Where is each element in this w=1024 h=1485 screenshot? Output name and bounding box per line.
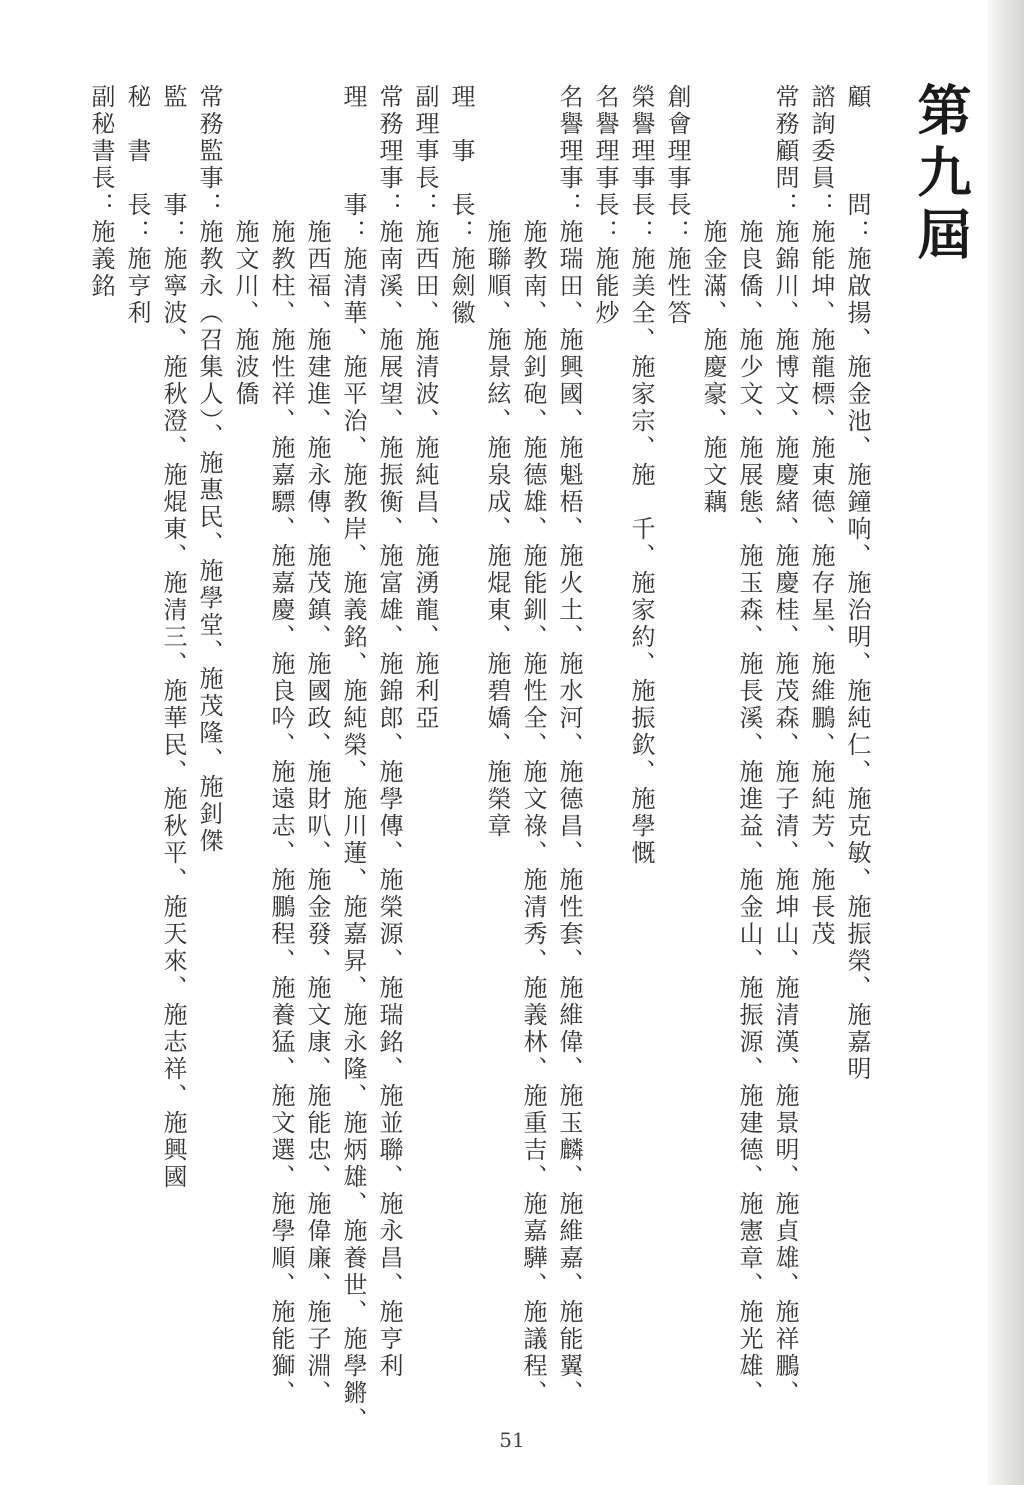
roster-column-chairman: 理 事 長：施劍徽 (447, 84, 475, 327)
roster-column-directors: 理 事：施清華、施平治、施教岸、施義銘、施純榮、施川蓮、施嘉昇、施永隆、施炳雄、施養世、施學鏘、 (339, 84, 367, 1434)
roster-column-consultants: 諮詢委員：施能坤、施龍標、施東德、施存星、施維鵬、施純芳、施長茂 (807, 84, 835, 948)
roster-column-honorary-chairs: 榮譽理事長：施美全、施家宗、施 千、施家約、施振欽、施學慨 (627, 84, 655, 867)
roster-column-executive-supervisors: 常務監事：施教永（召集人）、施惠民、施學堂、施茂隆、施釗傑 (195, 84, 223, 855)
roster-column-honorary-directors-cont-1: 施教南、施釗砲、施德雄、施能釧、施性全、施文祿、施清秀、施義林、施重吉、施嘉驊、施議程、 (519, 84, 547, 1407)
roster-column-executive-advisors-cont-2: 施金滿、施慶豪、施文藕 (699, 84, 727, 516)
roster-column-honorary-directors: 名譽理事：施瑞田、施興國、施魁梧、施火土、施水河、施德昌、施性套、施維偉、施玉麟、施維嘉、施能翼、 (555, 84, 583, 1407)
section-title: 第九屆 (909, 82, 973, 268)
page-number: 51 (499, 1428, 525, 1452)
roster-column-directors-cont-2: 施教柱、施性祥、施嘉驃、施嘉慶、施良吟、施遠志、施鵬程、施養猛、施文選、施學順、施能獅、 (267, 84, 295, 1407)
roster-column-secretary-general: 秘 書 長：施亨利 (123, 84, 151, 327)
roster-column-deputy-secretary-general: 副秘書長：施義銘 (87, 84, 115, 300)
roster-column-advisors: 顧 問：施啟揚、施金池、施鐘响、施治明、施純仁、施克敏、施振榮、施嘉明 (843, 84, 871, 1083)
roster-column-executive-advisors: 常務顧問：施錦川、施博文、施慶緒、施慶桂、施茂森、施子清、施坤山、施清漢、施景明、施貞雄、施祥鵬、 (771, 84, 799, 1407)
roster-column-directors-cont-3: 施文川、施波僑 (231, 84, 259, 408)
roster-column-supervisors: 監 事：施寧波、施秋澄、施焜東、施清三、施華民、施秋平、施天來、施志祥、施興國 (159, 84, 187, 1191)
roster-column-emeritus-chair: 名譽理事長：施能炒 (591, 84, 619, 327)
page-edge-shadow (988, 0, 1024, 1485)
roster-column-executive-advisors-cont-1: 施良僑、施少文、施展態、施玉森、施長溪、施進益、施金山、施振源、施建德、施憲章、施光雄、 (735, 84, 763, 1407)
roster-column-executive-directors: 常務理事：施南溪、施展望、施振衡、施富雄、施錦郎、施學傳、施榮源、施瑞銘、施並聯、施永昌、施亨利 (375, 84, 403, 1380)
roster-column-honorary-directors-cont-2: 施聯順、施景絃、施泉成、施焜東、施碧嬌、施榮章 (483, 84, 511, 840)
roster-column-founding-chair: 創會理事長：施性答 (663, 84, 691, 327)
roster-column-directors-cont-1: 施西福、施建進、施永傳、施茂鎮、施國政、施財叭、施金發、施文康、施能忠、施偉廉、施子淵、 (303, 84, 331, 1407)
roster-column-vice-chairmen: 副理事長：施西田、施清波、施純昌、施湧龍、施利亞 (411, 84, 439, 732)
